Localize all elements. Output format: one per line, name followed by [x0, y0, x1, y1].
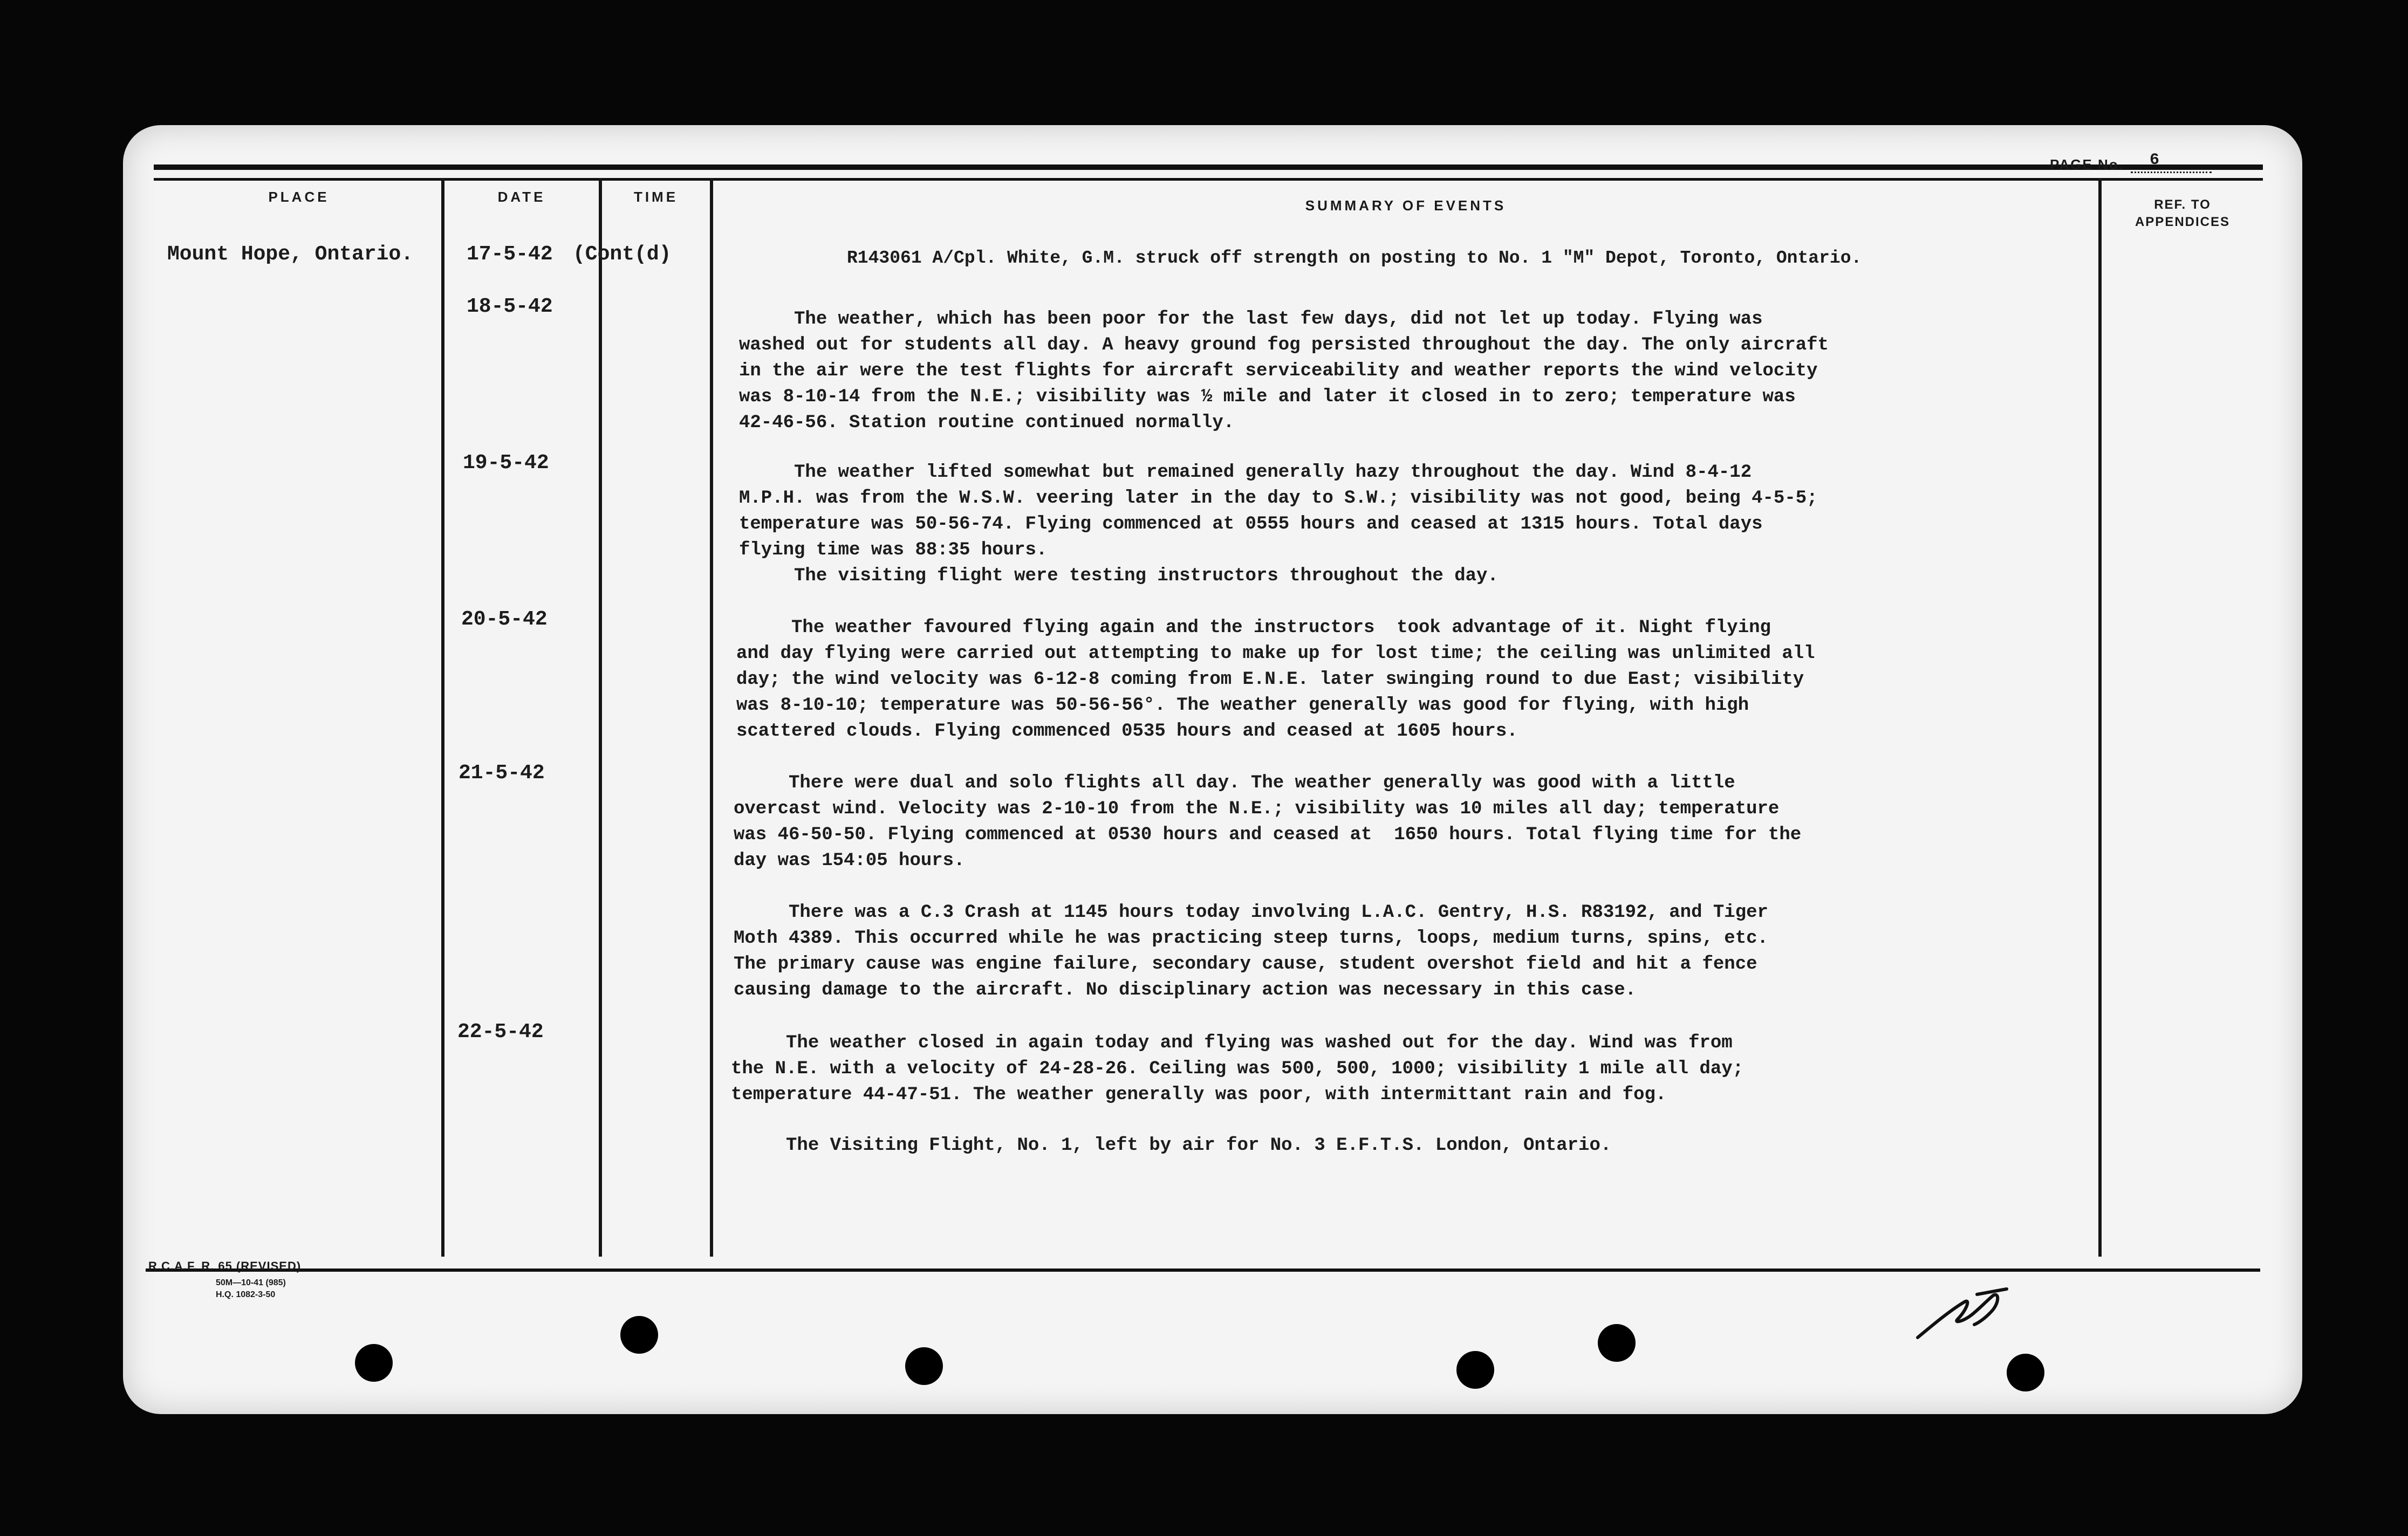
entry-summary-line: was 46-50-50. Flying commenced at 0530 hours and ceased at 1650 hours. Total flying time for the — [734, 825, 1802, 845]
header-date: DATE — [497, 189, 546, 205]
entry-summary-line: in the air were the test flights for aircraft serviceability and weather reports the wind velocity — [739, 361, 1818, 381]
date-time-divider — [599, 178, 602, 1257]
initials-signature — [1912, 1273, 2031, 1343]
entry-summary-line: the N.E. with a velocity of 24-28-26. Ceiling was 500, 500, 1000; visibility 1 mile all day; — [731, 1059, 1744, 1079]
page-number: 6 — [2150, 151, 2160, 169]
form-identifier: R.C.A.F. R. 65 (REVISED) — [148, 1259, 302, 1273]
header-place: PLACE — [268, 189, 330, 205]
entry-summary-line: Moth 4389. This occurred while he was practicing steep turns, loops, medium turns, spins, etc. — [734, 928, 1768, 949]
entry-summary-line: and day flying were carried out attempting to make up for lost time; the ceiling was unlimited all — [736, 643, 1815, 664]
entry-summary-line: The weather closed in again today and flying was washed out for the day. Wind was from — [731, 1033, 1733, 1053]
form-print-line: H.Q. 1082-3-50 — [216, 1290, 276, 1299]
entry-summary-line: M.P.H. was from the W.S.W. veering later in the day to S.W.; visibility was not good, being 4-5-5; — [739, 488, 1818, 509]
entry-summary-line: R143061 A/Cpl. White, G.M. struck off strength on posting to No. 1 "M" Depot, Toronto, Ontario. — [847, 248, 1862, 268]
top-rule — [154, 164, 2263, 170]
entry-summary-line: There were dual and solo flights all day. The weather generally was good with a little — [734, 773, 1735, 793]
header-rule — [154, 178, 2263, 181]
punch-hole — [1598, 1324, 1636, 1362]
entry-summary-line: The primary cause was engine failure, secondary cause, student overshot field and hit a fence — [734, 954, 1757, 975]
entry-summary-line: temperature was 50-56-74. Flying commenced at 0555 hours and ceased at 1315 hours. Total days — [739, 514, 1763, 534]
entry-summary-line: day was 154:05 hours. — [734, 851, 965, 871]
entry-date: 18-5-42 — [467, 295, 553, 318]
header-ref-1: REF. TO — [2154, 197, 2211, 212]
place-text: Mount Hope, Ontario. — [167, 243, 414, 266]
punch-hole — [620, 1316, 658, 1354]
entry-summary-line: day; the wind velocity was 6-12-8 coming from E.N.E. later swinging round to due East; visibility — [736, 669, 1804, 690]
entry-summary-line: flying time was 88:35 hours. — [739, 540, 1048, 560]
entry-summary-line: The weather favoured flying again and the instructors took advantage of it. Night flying — [736, 618, 1771, 638]
entry-summary-line: temperature 44-47-51. The weather generally was poor, with intermittant rain and fog. — [731, 1085, 1667, 1105]
entry-summary-line: 42-46-56. Station routine continued normally. — [739, 413, 1235, 433]
entry-summary-line: The Visiting Flight, No. 1, left by air for No. 3 E.F.T.S. London, Ontario. — [731, 1135, 1612, 1156]
header-ref-2: APPENDICES — [2135, 215, 2231, 229]
punch-hole — [355, 1344, 393, 1382]
entry-summary-line: washed out for students all day. A heavy ground fog persisted throughout the day. The only aircraft — [739, 335, 1829, 355]
entry-summary-line: The visiting flight were testing instructors throughout the day. — [739, 566, 1499, 586]
punch-hole — [1456, 1351, 1494, 1389]
entry-date: 20-5-42 — [461, 608, 548, 631]
entry-summary-line: There was a C.3 Crash at 1145 hours today involving L.A.C. Gentry, H.S. R83192, and Tiger — [734, 902, 1768, 923]
entry-date: 19-5-42 — [463, 451, 549, 475]
entry-date: 22-5-42 — [457, 1020, 544, 1044]
form-print-line: 50M—10-41 (985) — [216, 1278, 286, 1287]
entry-summary-line: scattered clouds. Flying commenced 0535 hours and ceased at 1605 hours. — [736, 721, 1518, 742]
entry-summary-line: The weather lifted somewhat but remained generally hazy throughout the day. Wind 8-4-12 — [739, 462, 1752, 483]
page-label: PAGE No. — [2050, 156, 2124, 173]
entry-summary-line: The weather, which has been poor for the last few days, did not let up today. Flying was — [739, 309, 1763, 330]
entry-summary-line: was 8-10-10; temperature was 50-56-56°. The weather generally was good for flying, with high — [736, 695, 1749, 716]
place-date-divider — [441, 178, 444, 1257]
punch-hole — [905, 1347, 943, 1385]
entry-date: 21-5-42 — [459, 762, 545, 785]
bottom-rule — [146, 1268, 2260, 1272]
summary-ref-divider — [2098, 178, 2102, 1257]
time-summary-divider — [710, 178, 713, 1257]
page-number-dotted-line — [2131, 172, 2212, 173]
header-summary: SUMMARY OF EVENTS — [1305, 197, 1507, 214]
entry-summary-line: causing damage to the aircraft. No disciplinary action was necessary in this case. — [734, 980, 1637, 1000]
entry-summary-line: was 8-10-14 from the N.E.; visibility was ½ mile and later it closed in to zero; temperature was — [739, 387, 1796, 407]
punch-hole — [2007, 1354, 2044, 1391]
entry-summary-line: overcast wind. Velocity was 2-10-10 from the N.E.; visibility was 10 miles all day; temperature — [734, 799, 1780, 819]
header-time: TIME — [633, 189, 679, 205]
entry-date: 17-5-42 — [467, 243, 553, 266]
entry-time: (Cont(d) — [573, 243, 672, 266]
